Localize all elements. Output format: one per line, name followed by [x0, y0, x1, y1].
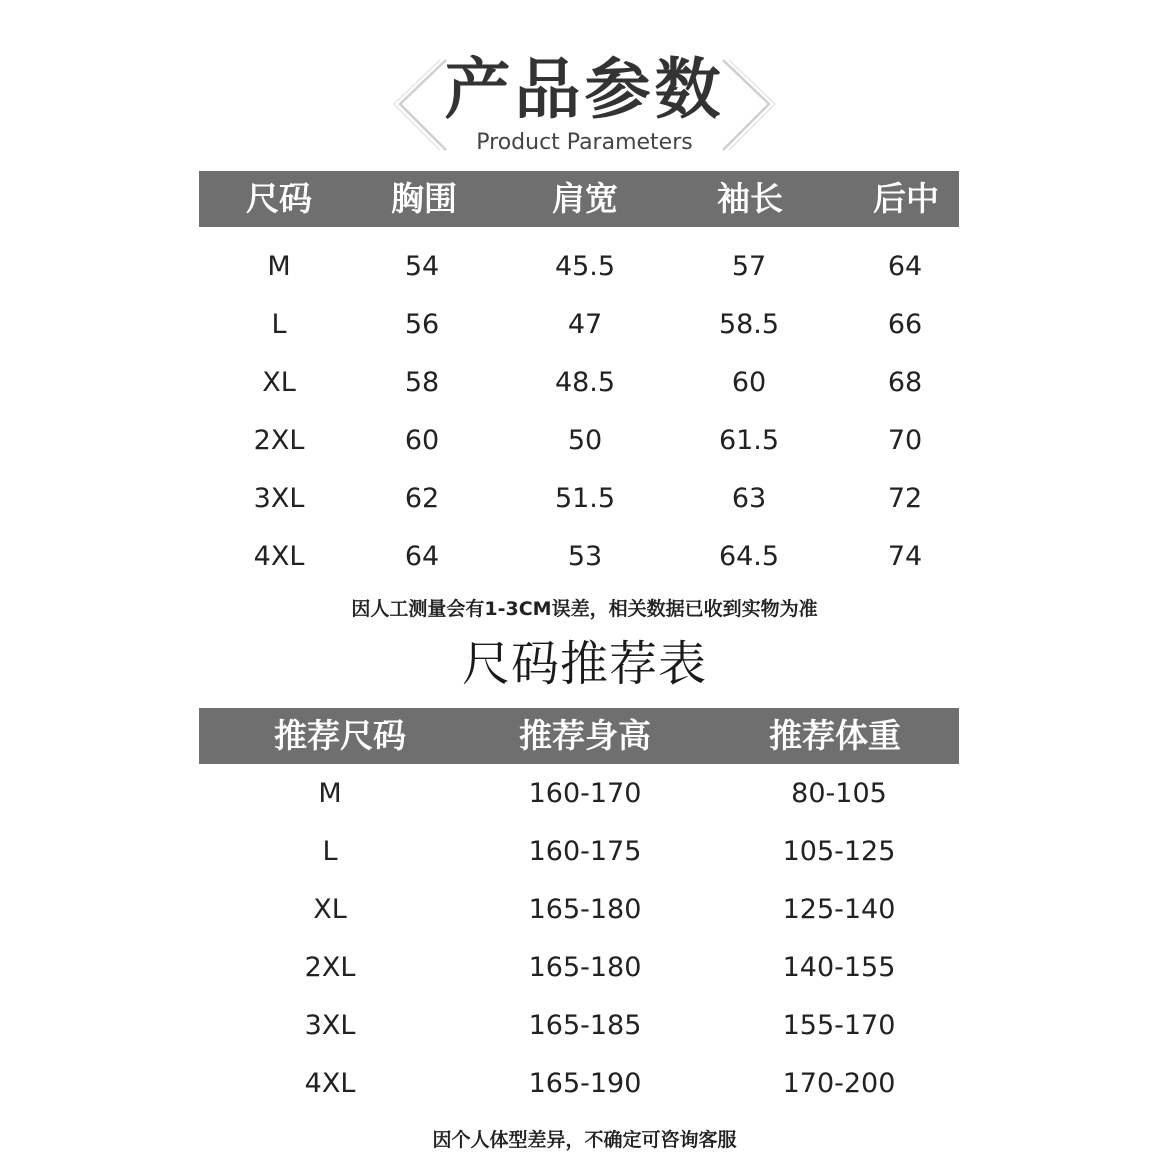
table-row [199, 412, 959, 470]
cell-size: 2XL [304, 952, 356, 983]
column-header-recommended-size: 推荐尺码 [274, 716, 406, 755]
cell-size: M [267, 251, 291, 282]
cell-shoulder: 53 [567, 541, 603, 572]
table-row [199, 939, 959, 997]
table-row [199, 823, 959, 881]
params-table [199, 171, 959, 586]
cell-length: 64 [887, 251, 923, 282]
cell-height: 165-190 [528, 1068, 642, 1099]
cell-size: XL [313, 894, 347, 925]
table-row [199, 765, 959, 823]
cell-sleeve: 60 [731, 367, 767, 398]
recommend-section-title: 尺码推荐表 [461, 636, 707, 692]
cell-chest: 56 [404, 309, 440, 340]
table-row [199, 296, 959, 354]
table-row [199, 470, 959, 528]
cell-weight: 170-200 [782, 1068, 896, 1099]
column-header-shoulder: 肩宽 [552, 179, 618, 218]
cell-weight: 80-105 [791, 778, 887, 809]
cell-height: 165-180 [528, 894, 642, 925]
cell-height: 165-180 [528, 952, 642, 983]
title-block [0, 0, 1169, 170]
cell-weight: 125-140 [782, 894, 896, 925]
cell-sleeve: 61.5 [718, 425, 780, 456]
cell-weight: 155-170 [782, 1010, 896, 1041]
page-title: 产品参数 [444, 51, 725, 128]
cell-size: 2XL [253, 425, 305, 456]
column-header-chest: 胸围 [391, 179, 457, 218]
table-row [199, 238, 959, 296]
table-row [199, 997, 959, 1055]
recommend-table [199, 708, 959, 1113]
column-header-recommended-weight: 推荐体重 [769, 716, 901, 755]
cell-shoulder: 48.5 [554, 367, 616, 398]
cell-height: 165-185 [528, 1010, 642, 1041]
recommend-table-body [199, 764, 959, 1113]
table-row [199, 528, 959, 586]
cell-size: L [271, 309, 287, 340]
cell-shoulder: 51.5 [554, 483, 616, 514]
cell-size: 4XL [304, 1068, 356, 1099]
cell-size: 4XL [253, 541, 305, 572]
cell-chest: 60 [404, 425, 440, 456]
cell-length: 74 [887, 541, 923, 572]
cell-weight: 105-125 [782, 836, 896, 867]
cell-shoulder: 45.5 [554, 251, 616, 282]
cell-height: 160-170 [528, 778, 642, 809]
params-table-header [199, 171, 959, 227]
cell-length: 68 [887, 367, 923, 398]
cell-sleeve: 58.5 [718, 309, 780, 340]
cell-sleeve: 63 [731, 483, 767, 514]
cell-height: 160-175 [528, 836, 642, 867]
cell-chest: 54 [404, 251, 440, 282]
cell-size: 3XL [304, 1010, 356, 1041]
cell-sleeve: 64.5 [718, 541, 780, 572]
cell-length: 66 [887, 309, 923, 340]
cell-length: 72 [887, 483, 923, 514]
table-row [199, 881, 959, 939]
column-header-size: 尺码 [246, 179, 312, 218]
cell-chest: 58 [404, 367, 440, 398]
cell-chest: 62 [404, 483, 440, 514]
measurement-note: 因人工测量会有1-3CM误差，相关数据已收到实物为准 [351, 598, 818, 620]
cell-weight: 140-155 [782, 952, 896, 983]
table-row [199, 1055, 959, 1113]
cell-size: L [322, 836, 338, 867]
recommend-table-header [199, 708, 959, 764]
cell-size: M [318, 778, 342, 809]
cell-size: XL [262, 367, 296, 398]
cell-length: 70 [887, 425, 923, 456]
cell-shoulder: 50 [567, 425, 603, 456]
customer-service-note: 因个人体型差异，不确定可咨询客服 [432, 1129, 737, 1151]
column-header-length: 后中 [873, 179, 939, 218]
column-header-sleeve: 袖长 [717, 179, 783, 218]
params-table-body [199, 227, 959, 586]
cell-shoulder: 47 [567, 309, 603, 340]
cell-chest: 64 [404, 541, 440, 572]
column-header-recommended-height: 推荐身高 [519, 716, 651, 755]
page-subtitle: Product Parameters [476, 130, 693, 155]
table-row [199, 354, 959, 412]
cell-size: 3XL [253, 483, 305, 514]
cell-sleeve: 57 [731, 251, 767, 282]
